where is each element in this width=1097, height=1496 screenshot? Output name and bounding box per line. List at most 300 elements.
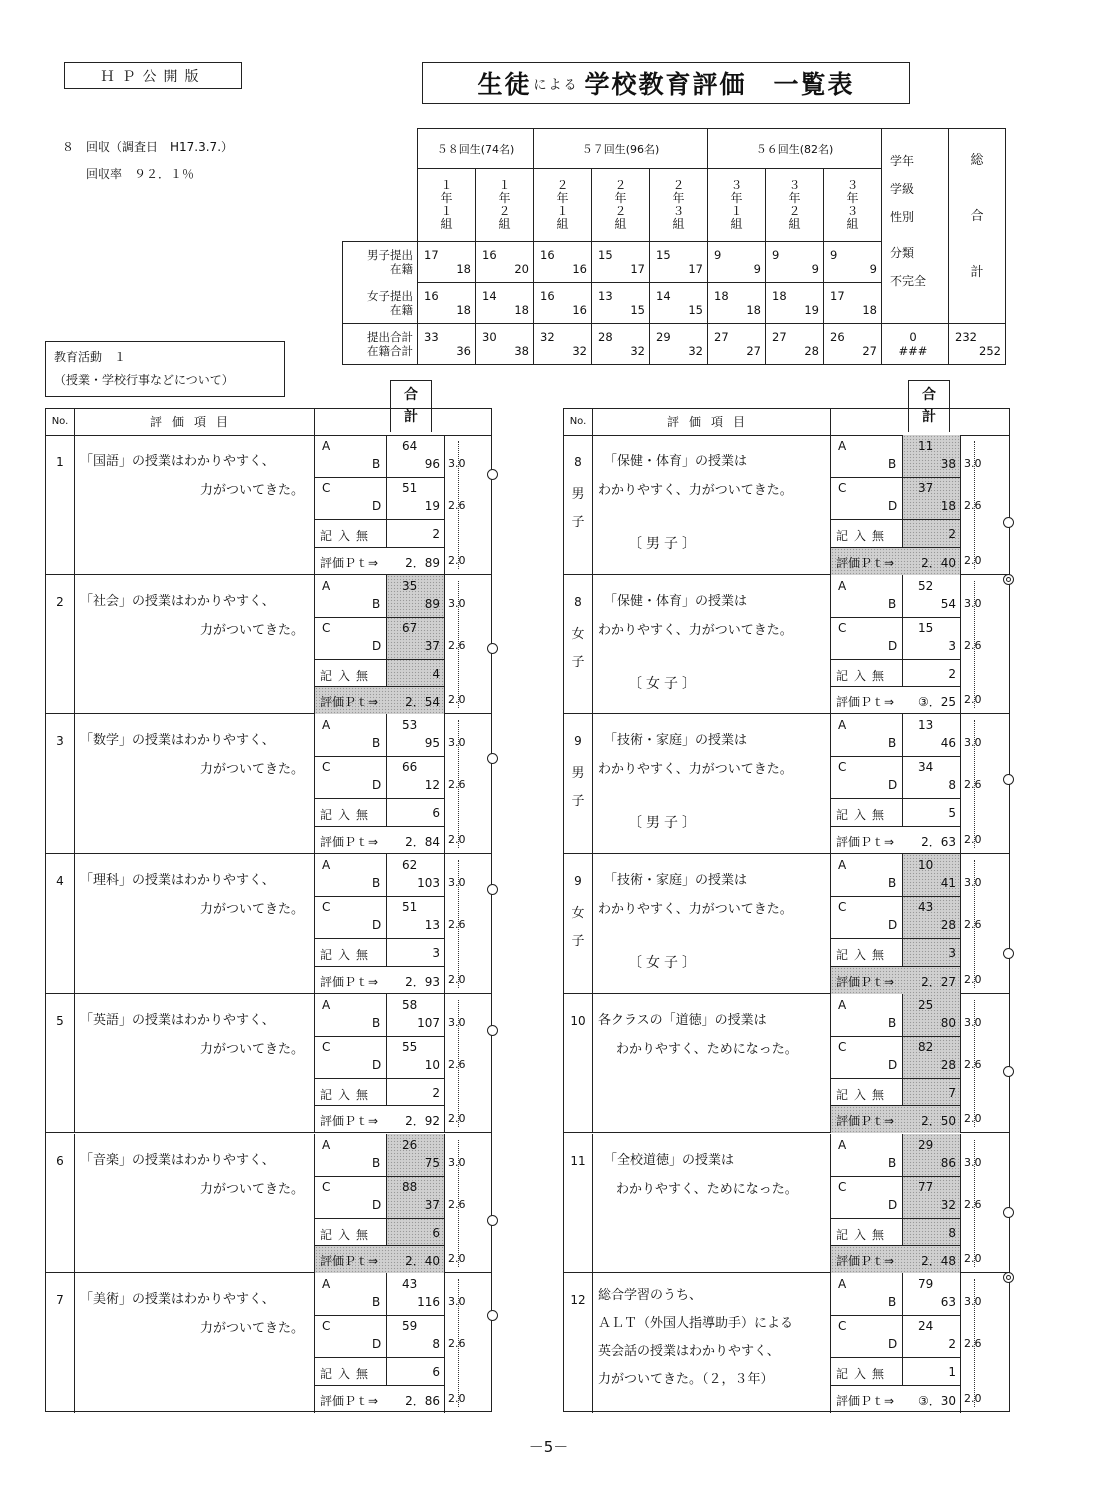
count-d: 2 [948,1337,956,1352]
label-d: D [372,638,382,653]
count-c: 34 [918,760,934,775]
scale-2-0: 2.0 [448,1391,466,1405]
item-number-cell [564,575,593,714]
header-no: No. [46,409,75,435]
male-1-1: 17 18 [418,242,476,283]
scale-guide [974,1279,975,1407]
count-a: 52 [918,578,934,593]
count-c: 82 [918,1039,934,1054]
count-c: 67 [402,620,418,635]
count-no-entry: 7 [948,1085,956,1100]
evaluation-row [564,1134,1009,1274]
count-b: 89 [424,596,440,611]
item-text: わかりやすく、力がついてきた。 [598,902,793,918]
grid-line [314,1357,444,1358]
eval-point-value: 2．48 [921,1254,956,1269]
label-eval-point: 評価Ｐｔ⇒ [836,695,895,710]
label-c: C [838,620,847,635]
scale-3-0: 3.0 [448,457,466,470]
label-no-entry: 記入無 [320,1087,375,1102]
rating-mark [487,469,498,480]
label-a: A [322,997,331,1012]
item-number-cell [46,854,75,993]
item-number-cell [564,714,593,853]
label-d: D [888,918,898,933]
item-text: 英会話の授業はわかりやすく、 [598,1344,780,1360]
page-title [422,62,910,104]
total-1-1: 33 36 [418,324,476,365]
class-3-3 [824,169,882,242]
rating-mark [487,884,498,895]
item-number: 3 [56,734,64,749]
scale-2-0: 2.0 [448,553,466,567]
label-eval-point: 評価Ｐｔ⇒ [320,695,379,710]
incomplete-cell: 0 ### [882,324,949,365]
grid-line [830,1315,960,1316]
label-d: D [888,638,898,653]
rating-mark [487,753,498,764]
grid-line [314,617,444,618]
excellent-mark [1003,1272,1014,1283]
scale-2-0: 2.0 [964,1112,982,1126]
excellent-mark [1003,574,1014,585]
left-evaluation-panel [45,408,492,1412]
summary-corner [343,129,418,169]
male-2-2: 15 17 [592,242,650,283]
scale-guide [974,860,975,988]
count-no-entry: 5 [948,806,956,821]
total-2-2: 28 32 [592,324,650,365]
scale-guide [458,1279,459,1407]
label-c: C [322,481,331,495]
count-b: 95 [424,736,440,751]
grid-line [830,938,960,939]
eval-point-value: 2．54 [405,695,440,710]
item-number: 7 [56,1293,64,1308]
label-a: A [322,858,331,873]
label-no-entry: 記入無 [836,1227,891,1242]
count-b: 38 [940,457,956,471]
count-a: 58 [402,997,418,1012]
item-text: わかりやすく、ためになった。 [616,1181,798,1197]
right-evaluation-panel [563,408,1010,1412]
header-no: No. [564,409,593,435]
count-c: 77 [918,1179,934,1194]
male-2-1: 16 16 [534,242,592,283]
group-56: ５６回生(82名) [708,129,882,169]
female-2-3: 14 15 [650,283,708,324]
label-d: D [372,778,382,793]
label-d: D [888,778,898,793]
eval-point-value: 2．92 [405,1114,440,1129]
grid-line [830,1036,960,1037]
scale-guide [458,1140,459,1268]
item-text: 力がついてきた。 [199,762,304,778]
evaluation-row [564,1273,1009,1413]
female-3-2: 18 19 [766,283,824,324]
rating-mark [1003,774,1014,785]
scale-2-6: 2.6 [448,1337,466,1351]
scale-2-6: 2.6 [448,1197,466,1211]
label-a: A [322,439,331,453]
count-d: 28 [940,918,956,933]
title-part1: 生徒 [477,70,532,99]
gender-note: 〔男子〕 [628,536,700,552]
side-column [882,129,949,324]
count-no-entry: 1 [948,1365,956,1380]
evaluation-row [564,575,1009,715]
label-no-entry: 記入無 [836,1087,891,1102]
label-no-entry: 記入無 [836,529,891,543]
eval-point-value: 2．40 [405,1254,440,1269]
label-c: C [838,1319,847,1334]
scale-2-6: 2.6 [448,1057,466,1071]
evaluation-row [564,854,1009,994]
item-number-cell [46,1273,75,1413]
label-no-entry: 記入無 [320,1367,375,1382]
grid-line [314,519,444,520]
eval-point-value: 2．50 [921,1114,956,1129]
label-b: B [372,596,381,611]
gender-label: 子 [571,654,585,670]
label-eval-point: 評価Ｐｔ⇒ [320,1114,379,1129]
item-text: 「全校道徳」の授業は [604,1152,735,1168]
class-2-1 [534,169,592,242]
scale-2-6: 2.6 [448,778,466,792]
scale-2-0: 2.0 [964,1252,982,1266]
class-label: ２年２組 [614,178,627,231]
item-text: 各クラスの「道徳」の授業は [598,1012,767,1028]
count-c: 43 [918,900,934,915]
count-d: 37 [424,1197,440,1212]
item-text: 力がついてきた。 [199,902,304,918]
row-label-male: 男子提出 在籍 [343,242,418,283]
male-2-3: 15 17 [650,242,708,283]
scale-3-0: 3.0 [448,736,466,750]
count-b: 63 [940,1295,956,1310]
scale-guide [974,441,975,569]
label-a: A [838,1137,847,1152]
grid-line [830,659,960,660]
item-number: 10 [570,1013,586,1028]
label-c: C [322,1319,331,1334]
count-no-entry: 2 [948,527,956,541]
label-eval-point: 評価Ｐｔ⇒ [836,1254,895,1269]
scale-3-0: 3.0 [964,1015,982,1029]
count-c: 88 [402,1179,418,1194]
rating-mark [1003,1066,1014,1077]
count-a: 29 [918,1137,934,1152]
item-number: 6 [56,1153,64,1168]
grid-line [830,1176,960,1177]
side-class: 学級 [890,182,915,196]
class-label: ３年２組 [788,178,801,231]
item-text: 「技術・家庭」の授業は [604,733,748,749]
grid-line [830,756,960,757]
scale-3-0: 3.0 [964,736,982,750]
count-d: 3 [948,638,956,653]
label-eval-point: 評価Ｐｔ⇒ [836,835,895,850]
item-number-cell [46,435,75,574]
scale-2-0: 2.0 [964,833,982,847]
label-d: D [372,1057,382,1072]
label-b: B [888,457,897,471]
label-a: A [322,578,331,593]
scale-2-0: 2.0 [448,693,466,707]
label-a: A [322,1137,331,1152]
item-text: わかりやすく、力がついてきた。 [598,762,793,778]
scale-guide [974,581,975,709]
item-text: 「美術」の授業はわかりやすく、 [80,1292,275,1308]
count-b: 86 [940,1155,956,1170]
count-d: 12 [424,778,440,793]
gender-label: 子 [571,515,585,530]
count-b: 103 [417,876,440,891]
count-a: 25 [918,997,934,1012]
gender-note: 〔女子〕 [628,955,700,972]
count-no-entry: 4 [432,666,440,681]
grid-line [314,938,444,939]
eval-point-value: ③．25 [917,695,956,710]
evaluation-row [564,994,1009,1134]
count-c: 59 [402,1319,418,1334]
label-no-entry: 記入無 [836,668,891,683]
count-c: 51 [402,481,418,495]
class-label: ２年１組 [556,178,569,231]
grid-line [314,756,444,757]
label-c: C [322,620,331,635]
male-3-1: 9 9 [708,242,766,283]
eval-point-value: 2．93 [405,974,440,989]
scale-2-6: 2.6 [964,778,982,792]
count-a: 26 [402,1137,418,1152]
total-2-1: 32 32 [534,324,592,365]
count-b: 46 [940,736,956,751]
item-number-cell [46,1134,75,1273]
count-c: 51 [402,900,418,915]
male-3-2: 9 9 [766,242,824,283]
female-3-3: 17 18 [824,283,882,324]
title-part2: 学校教育評価 一覧表 [584,70,855,99]
row-label-female: 女子提出 在籍 [343,283,418,324]
scale-guide [458,1000,459,1128]
item-text: 力がついてきた。 [199,483,304,498]
count-no-entry: 2 [432,527,440,541]
item-text: 「英語」の授業はわかりやすく、 [80,1012,275,1028]
class-3-2 [766,169,824,242]
count-c: 66 [402,760,418,775]
scale-2-0: 2.0 [964,1391,982,1405]
scale-2-6: 2.6 [964,1197,982,1211]
label-c: C [322,1179,331,1194]
side-category: 分類 [890,246,915,260]
label-b: B [888,1155,897,1170]
count-b: 75 [424,1155,440,1170]
label-b: B [888,736,897,751]
item-number: 1 [56,455,64,469]
label-no-entry: 記入無 [836,808,891,823]
item-text: 「保健・体育」の授業は [604,593,748,609]
right-panel-header [564,409,1009,436]
label-b: B [888,876,897,891]
class-2-3 [650,169,708,242]
label-no-entry: 記入無 [320,948,375,963]
label-d: D [372,1197,382,1212]
count-no-entry: 2 [432,1085,440,1100]
label-a: A [838,997,847,1012]
count-b: 80 [940,1015,956,1030]
total-3-1: 27 27 [708,324,766,365]
count-a: 35 [402,578,418,593]
count-a: 10 [918,858,934,873]
item-number: 8 [574,455,582,469]
count-no-entry: 3 [432,946,440,961]
label-d: D [372,918,382,933]
total-char3: 計 [970,265,984,280]
grid-line [314,1036,444,1037]
scale-3-0: 3.0 [964,1295,982,1309]
label-a: A [838,718,847,733]
label-eval-point: 評価Ｐｔ⇒ [836,1393,895,1408]
label-b: B [888,596,897,611]
class-1-2 [476,169,534,242]
label-d: D [372,499,382,513]
group-57: ５７回生(96名) [534,129,708,169]
count-a: 53 [402,718,418,733]
scale-3-0: 3.0 [448,1155,466,1169]
item-number-cell [564,435,593,574]
count-d: 8 [948,778,956,793]
rating-mark [487,1215,498,1226]
count-a: 64 [402,439,418,453]
grid-line [314,798,444,799]
label-b: B [372,736,381,751]
scale-guide [974,720,975,848]
label-b: B [372,1015,381,1030]
evaluation-row [564,714,1009,854]
item-text: 力がついてきた。 [199,1181,304,1197]
label-c: C [322,900,331,915]
label-eval-point: 評価Ｐｔ⇒ [836,1114,895,1129]
left-panel-header [46,409,491,436]
total-3-3: 26 27 [824,324,882,365]
hp-public-label: ＨＰ公開版 [64,62,242,89]
count-c: 37 [918,481,934,495]
count-b: 41 [940,876,956,891]
scale-2-0: 2.0 [448,1112,466,1126]
label-no-entry: 記入無 [320,1227,375,1242]
total-3-2: 27 28 [766,324,824,365]
scale-guide [974,1000,975,1128]
count-b: 96 [424,457,440,471]
count-d: 32 [940,1197,956,1212]
item-text: 「国語」の授業はわかりやすく、 [80,454,275,469]
label-eval-point: 評価Ｐｔ⇒ [836,974,895,989]
label-d: D [372,1337,382,1352]
grand-total-cell: 232 252 [949,324,1006,365]
grid-line [314,1176,444,1177]
item-number-cell [564,1134,593,1273]
group-58: ５８回生(74名) [418,129,534,169]
scale-2-6: 2.6 [964,1057,982,1071]
scale-2-6: 2.6 [448,918,466,932]
title-small: による [533,77,579,93]
item-number: 9 [574,734,582,749]
male-1-2: 16 20 [476,242,534,283]
label-c: C [838,1039,847,1054]
education-activity-box [45,341,285,397]
item-text: 「社会」の授業はわかりやすく、 [80,593,275,609]
grid-line [830,798,960,799]
label-eval-point: 評価Ｐｔ⇒ [320,835,379,850]
scale-3-0: 3.0 [448,1015,466,1029]
rating-mark [487,643,498,654]
grid-line [314,1078,444,1079]
scale-3-0: 3.0 [448,596,466,610]
total-column [949,129,1006,324]
scale-2-0: 2.0 [964,693,982,707]
class-label: １年２組 [498,178,511,231]
grid-line [314,477,444,478]
count-no-entry: 6 [432,1365,440,1380]
label-eval-point: 評価Ｐｔ⇒ [320,974,379,989]
count-a: 79 [918,1277,934,1292]
scale-2-0: 2.0 [448,972,466,986]
label-no-entry: 記入無 [836,948,891,963]
item-number: 5 [56,1013,64,1028]
class-3-1 [708,169,766,242]
scale-2-0: 2.0 [448,833,466,847]
scale-2-6: 2.6 [448,638,466,652]
total-1-2: 30 38 [476,324,534,365]
label-d: D [888,1057,898,1072]
gender-label: 子 [571,934,585,950]
label-c: C [322,1039,331,1054]
male-3-3: 9 9 [824,242,882,283]
count-d: 10 [424,1057,440,1072]
scale-3-0: 3.0 [964,876,982,890]
item-number: 2 [56,594,64,609]
item-text: 力がついてきた。 [199,622,304,638]
label-a: A [838,578,847,593]
label-d: D [888,1337,898,1352]
item-number-cell [564,1273,593,1413]
eval-point-value: 2．27 [921,974,956,989]
count-c: 15 [918,620,934,635]
label-b: B [372,1155,381,1170]
gender-note: 〔男子〕 [628,815,700,832]
count-no-entry: 8 [948,1225,956,1240]
activity-subtitle: （授業・学校行事などについて） [54,373,234,387]
label-eval-point: 評価Ｐｔ⇒ [320,1254,379,1269]
evaluation-row [46,575,491,715]
gender-label: 女 [571,626,585,642]
scale-guide [458,441,459,569]
class-2-2 [592,169,650,242]
scale-3-0: 3.0 [448,1295,466,1309]
scale-2-0: 2.0 [964,972,982,986]
female-1-2: 14 18 [476,283,534,324]
count-b: 107 [417,1015,440,1030]
scale-2-6: 2.6 [964,918,982,932]
label-c: C [838,760,847,775]
gender-label: 子 [571,794,585,810]
item-number-cell [46,994,75,1133]
eval-point-value: 2．40 [921,555,956,570]
label-b: B [888,1015,897,1030]
eval-point-value: 2．63 [921,835,956,850]
label-d: D [888,1197,898,1212]
